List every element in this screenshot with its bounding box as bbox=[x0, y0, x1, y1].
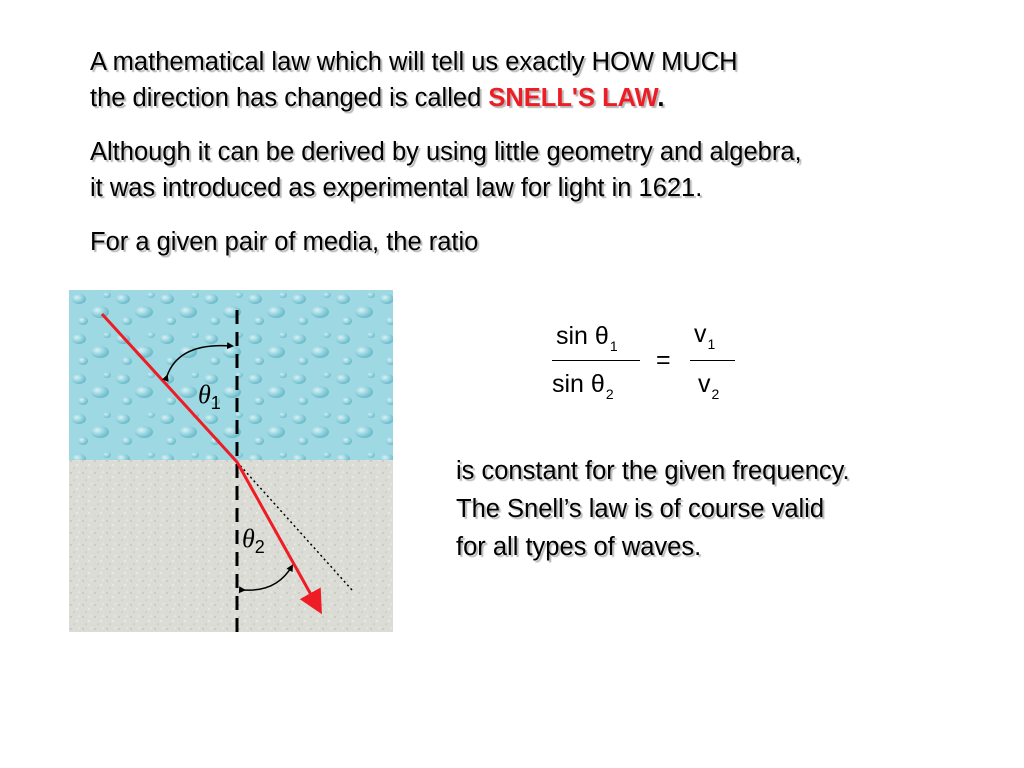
conclusion-line-2: The Snell’s law is of course valid bbox=[456, 495, 825, 523]
v1-text: v bbox=[694, 320, 707, 348]
sin-theta1-subscript: 1 bbox=[609, 338, 618, 354]
refraction-diagram bbox=[69, 290, 393, 632]
snells-law-formula bbox=[540, 318, 750, 418]
intro-line-1: A mathematical law which will tell us exactly HOW MUCH bbox=[90, 48, 738, 76]
intro-line-2-prefix: the direction has changed is called bbox=[90, 84, 489, 112]
history-line-2: it was introduced as experimental law for light in 1621. bbox=[90, 174, 703, 202]
conclusion-line-3: for all types of waves. bbox=[456, 533, 702, 561]
equals-sign: = bbox=[656, 346, 671, 374]
theta2-label bbox=[242, 524, 265, 557]
intro-line-2-suffix: . bbox=[657, 84, 665, 112]
second-medium bbox=[69, 460, 393, 632]
snells-law-term: SNELL'S LAW bbox=[488, 84, 658, 112]
sin-theta2 bbox=[552, 370, 614, 402]
sin-theta1-text: sin θ bbox=[556, 322, 609, 350]
fraction-bar-left bbox=[552, 360, 640, 361]
v1 bbox=[694, 320, 716, 352]
intro-line-2 bbox=[90, 80, 738, 116]
sin-theta2-text: sin θ bbox=[552, 370, 605, 398]
v2-subscript: 2 bbox=[711, 386, 720, 402]
ratio-intro: For a given pair of media, the ratio bbox=[90, 228, 479, 256]
v2-text: v bbox=[698, 370, 711, 398]
sin-theta1 bbox=[556, 322, 618, 354]
theta1-subscript: 1 bbox=[210, 393, 221, 413]
v2 bbox=[698, 370, 720, 402]
v1-subscript: 1 bbox=[707, 336, 716, 352]
theta1-symbol: θ bbox=[198, 380, 211, 409]
theta2-subscript: 2 bbox=[254, 537, 265, 557]
theta1-label bbox=[198, 380, 221, 413]
conclusion-paragraph bbox=[456, 452, 850, 566]
intro-paragraph bbox=[90, 44, 738, 116]
theta2-symbol: θ bbox=[242, 524, 255, 553]
history-line-1: Although it can be derived by using little geometry and algebra, bbox=[90, 138, 802, 166]
refraction-diagram-svg bbox=[69, 290, 393, 632]
sin-theta2-subscript: 2 bbox=[605, 386, 614, 402]
water-medium bbox=[69, 290, 393, 460]
conclusion-line-1: is constant for the given frequency. bbox=[456, 457, 850, 485]
fraction-bar-right bbox=[690, 360, 735, 361]
history-paragraph bbox=[90, 134, 802, 206]
